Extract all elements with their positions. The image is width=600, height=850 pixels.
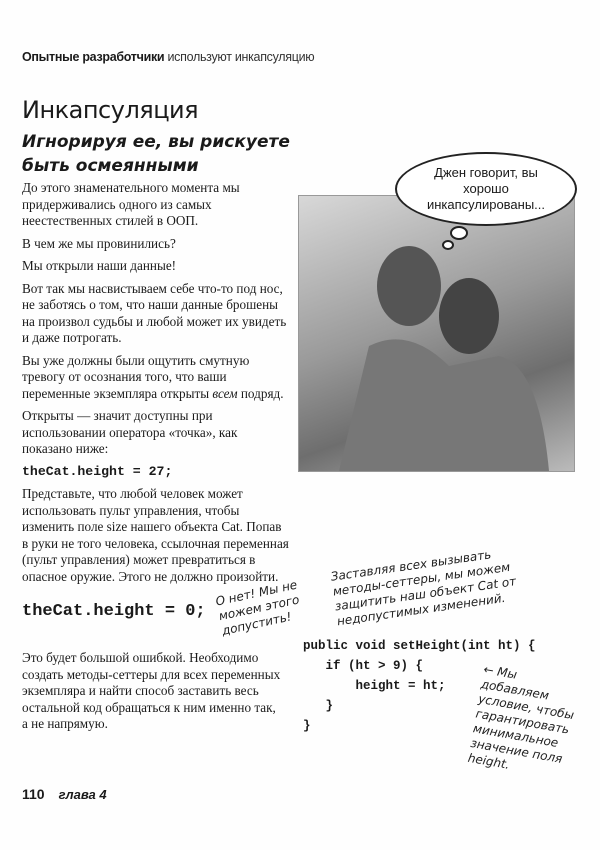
big-code: theCat.height = 0;	[22, 602, 206, 621]
page-title: Инкапсуляция	[22, 96, 199, 124]
paragraph	[22, 353, 290, 403]
page-footer	[22, 786, 107, 804]
thought-bubble	[395, 152, 577, 226]
code-example: theCat.height = 27;	[22, 463, 173, 479]
photo-silhouettes	[299, 196, 574, 471]
paragraph-text: Вы уже должны были ощутить смутную тревогу от осознания того, что ваши переменные экземпляра открыты	[22, 352, 250, 401]
setter-code: public void setHeight(int ht) { if (ht > 9) { height = ht; } }	[303, 639, 536, 733]
note-setters: Заставляя всех вызывать методы-сеттеры, мы можем защитить наш объект Cat от недопустимых изменений.	[329, 547, 517, 629]
paragraph: Представьте, что любой человек может использовать пульт управления, чтобы изменить поле size нашего объекта Cat. Попав в руки не того человека, ссылочная переменная (пульт управления) может превратиться в опасное оружие. Этого не должно произойти.	[22, 486, 289, 584]
paragraph: В чем же мы провинились?	[22, 235, 176, 251]
page-number: 110	[22, 786, 45, 802]
header-rest: используют инкапсуляцию	[167, 50, 315, 64]
thought-dot	[442, 240, 454, 250]
running-header	[22, 50, 314, 64]
note-condition: ← Мы добавляем условие, чтобы гарантировать минимальное значение поля height.	[466, 662, 576, 772]
header-bold: Опытные разработчики	[22, 50, 165, 64]
couple-photo	[298, 195, 575, 472]
paragraph: Открыты — значит доступны при использовании оператора «точка», как показано ниже:	[22, 408, 238, 456]
paragraph: До этого знаменательного момента мы придерживались одного из самых неестественных стилей в ООП.	[22, 180, 240, 228]
closing-paragraph: Это будет большой ошибкой. Необходимо создать методы-сеттеры для всех переменных экземпляра и найти способ заставить весь остальной код обращаться к ним именно так, а не напрямую.	[22, 650, 281, 731]
paragraph: Вот так мы насвистываем себе что-то под нос, не заботясь о том, что наши данные брошены на произвол судьбы и любой может их увидеть и даже потрогать.	[22, 280, 287, 345]
emphasis: всем	[212, 385, 238, 401]
paragraph: Мы открыли наши данные!	[22, 258, 177, 273]
thought-dot	[450, 226, 468, 240]
left-column	[22, 180, 290, 591]
paragraph-tail: подряд.	[240, 385, 284, 401]
chapter-label: глава 4	[58, 787, 107, 802]
bubble-text: Джен говорит, вы хорошо инкапсулированы...	[426, 165, 546, 212]
note-oh-no: О нет! Мы не можем этого допустить!	[214, 577, 301, 638]
subtitle: Игнорируя ее, вы рискуете быть осмеянными	[22, 132, 290, 176]
